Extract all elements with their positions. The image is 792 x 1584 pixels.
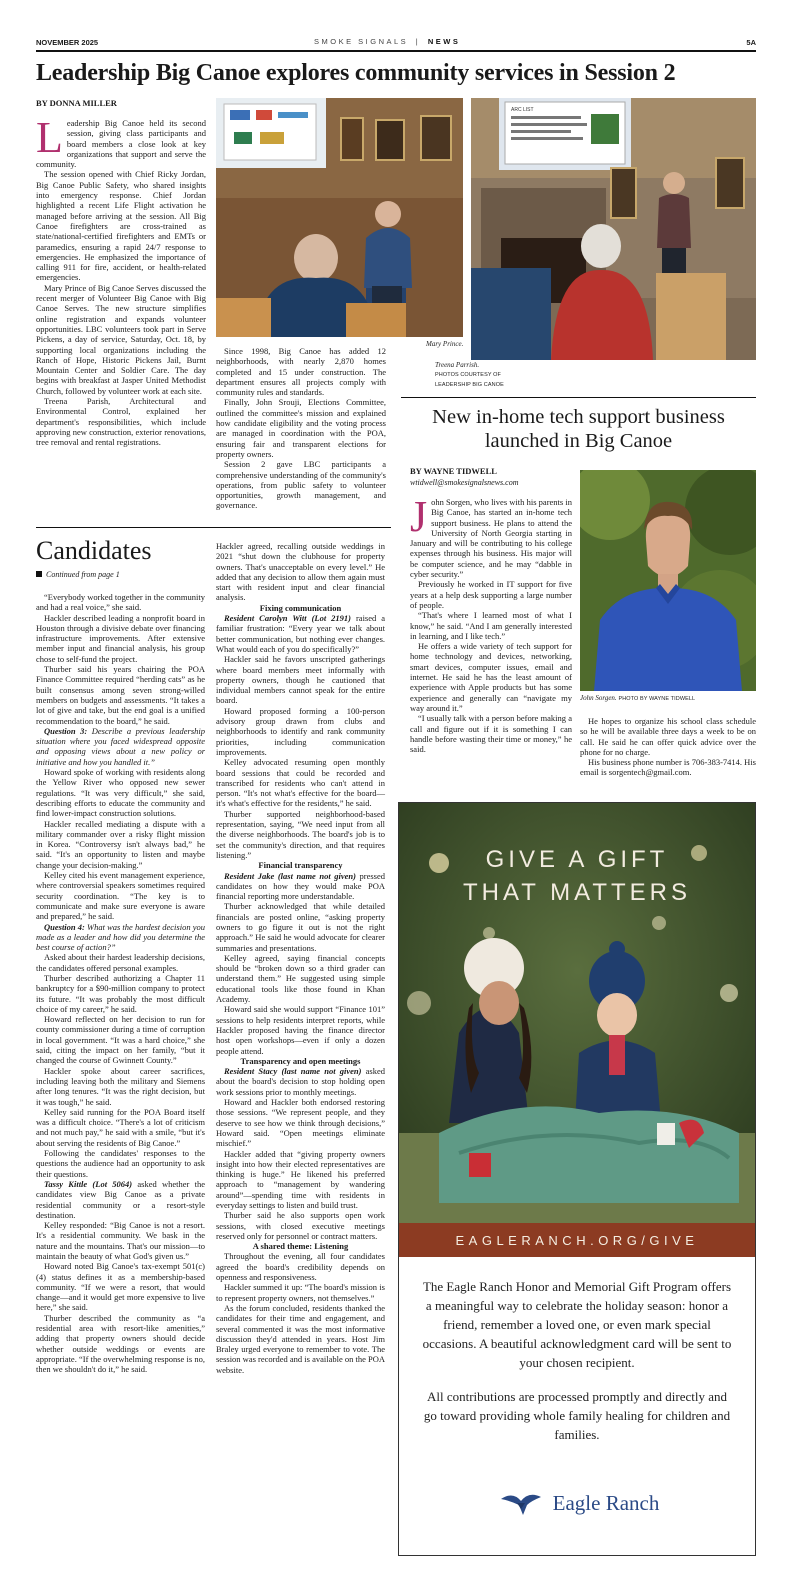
candidates-column-1 xyxy=(36,592,205,1375)
tech-headline-line2: launched in Big Canoe xyxy=(484,430,673,452)
slide-title: ARC LIST xyxy=(511,107,534,113)
candidates-paragraph: Kelley advocated resuming open monthly board sessions that could be recorded and transcribed for residents who can't attend in person. “It's not what's effective for the board—it's what's effective for the residents,” he said. xyxy=(216,757,385,809)
section-name: NEWS xyxy=(427,37,461,46)
subhead: Financial transparency xyxy=(258,860,343,871)
meeting-room-photo-2 xyxy=(471,98,756,360)
subhead: Fixing communication xyxy=(259,602,342,613)
question-text: Describe a previous leadership situation where you faced widespread opposite and opposing views about a new policy or initiative and how you handled it.” xyxy=(36,725,206,767)
eagle-logo-icon xyxy=(499,1489,543,1517)
candidates-paragraph: Howard and Hackler both endorsed restoring those sessions. “We represent people, and they deserve to see how we think through decisions,” Howard said. “Open meetings eliminate mischief.” xyxy=(216,1097,385,1149)
tech-paragraph: “That's where I learned most of what I know,” he said. “And I am generally interested in learning, and I like tech.” xyxy=(410,610,572,641)
question-label: Question 4: xyxy=(44,921,85,932)
candidates-column-2 xyxy=(216,541,385,1375)
resident-question-text: pressed candidates on how they would make POA financial reporting more understandable. xyxy=(216,870,385,902)
subhead: Transparency and open meetings xyxy=(240,1055,361,1066)
resident-question-paragraph xyxy=(36,1179,205,1220)
tech-top-rule xyxy=(401,397,756,398)
candidates-paragraph: Hackler agreed, recalling outside weddings in 2021 “shut down the clubhouse for property owners. That's unacceptable on every level.” He added that any decision to allow them again must start with resident input and clear financial analysis. xyxy=(216,541,385,603)
photo-john-sorgen xyxy=(580,470,756,691)
ad-headline xyxy=(399,843,755,909)
lead-byline: BY DONNA MILLER xyxy=(36,98,117,108)
tech-headline-line1: New in-home tech support business xyxy=(432,406,725,428)
candidates-paragraph: Thurber supported neighborhood-based representation, saying, “We need input from all the diverse neighborhoods. The board's job is to set the community's direction, and that requires listening.” xyxy=(216,808,385,860)
lead-column-2 xyxy=(216,346,386,511)
question-label: Question 3: xyxy=(44,725,88,736)
ad-headline-line2: THAT MATTERS xyxy=(463,879,691,906)
candidates-paragraph: Thurber described authorizing a Chapter 11 bankruptcy for a $90-million company to protect its future. “It was probably the most difficult choice of my career,” he said. xyxy=(36,972,205,1014)
publication-name: SMOKE SIGNALS xyxy=(314,37,409,46)
question-paragraph xyxy=(36,922,205,953)
resident-name: Resident Stacy (last name not given) xyxy=(224,1066,362,1077)
drop-cap: L xyxy=(36,113,63,162)
candidates-paragraph: Hackler spoke about career sacrifices, including leaving both the military and Siemens after long tenures. “It was the right decision, but it was tough,” he said. xyxy=(36,1065,205,1107)
candidates-paragraph: Hackler described leading a nonprofit board in Houston through a divisive debate over financing infrastructure improvements. After extensive member input and financial analysis, his group chose to self-fund the project. xyxy=(36,612,205,664)
candidates-paragraph: Hackler recalled mediating a dispute with a military commander over a risky flight mission in Korea. “Controversy isn't always bad,” he said. “It's an opportunity to listen and maybe change your decision-making.” xyxy=(36,818,205,870)
page-number: 5A xyxy=(746,38,756,47)
caption-mary-prince: Mary Prince. xyxy=(426,340,464,348)
candidates-headline: Candidates xyxy=(36,536,152,565)
lead-paragraph: The session opened with Chief Ricky Jordan, Big Canoe Public Safety, who shared insights into emergency response. Chief Jordan highlighted a recent Life Flight activation he managed before arriving at the session. All Big Canoe firefighters are cross-trained as state/national-certified firefighters and EMTs or paramedics, ensuring a rapid 24/7 response to emergencies. He emphasized the importance of calling 911 for fire, accident, or health-related emergencies. xyxy=(36,169,206,283)
lead-paragraph: Treena Parish, Architectural and Environmental Control, explained her department's responsibilities, which include approving new construction, exterior renovations, tree removal and rental registrations. xyxy=(36,396,206,448)
candidates-paragraph: Hackler summed it up: “The board's mission is to represent property owners, not themselves.” xyxy=(216,1282,385,1303)
photo-mary-prince xyxy=(216,98,463,337)
lead-paragraph: Finally, John Srouji, Elections Committee, outlined the committee's mission and explained how candidate eligibility and the voting process are managed in coordination with the POA, ensuring fair and transparent elections for property owners. xyxy=(216,397,386,459)
resident-question-text: raised a familiar frustration: “Every year we talk about better communication, but nothing ever changes. What would each of you do specifically?” xyxy=(216,613,385,654)
ad-url-link[interactable]: EAGLERANCH.ORG/GIVE xyxy=(455,1232,699,1248)
drop-cap: J xyxy=(410,492,428,541)
tech-paragraph: ohn Sorgen, who lives with his parents in Big Canoe, has started an in-home tech support business. He plans to attend the University of North Georgia starting in January and will be contributing to his college expenses through his business. His major will be computer science, and he may “dabble in cyber security.” xyxy=(410,497,572,580)
candidates-paragraph: Thurber acknowledged that while detailed financials are posted online, “asking property owners to go figure it out is not the right approach.” He said he would advocate for clearer summaries and presentations. xyxy=(216,901,385,953)
ad-paragraph-2: All contributions are processed promptly and directly and go toward providing whole family healing for children and families. xyxy=(423,1389,731,1442)
issue-date: NOVEMBER 2025 xyxy=(36,38,99,47)
photo-treena-parrish xyxy=(471,98,756,360)
candidates-paragraph: Asked about their hardest leadership decisions, the candidates offered personal examples. xyxy=(36,952,205,973)
caption-treena-parrish xyxy=(435,361,505,390)
lead-column-1 xyxy=(36,113,206,448)
candidates-paragraph: Howard noted Big Canoe's tax-exempt 501(c)(4) status defines it as a membership-based community. “If we were a resort, that would change—and it would get more expensive to live here,” she said. xyxy=(36,1261,205,1313)
lead-paragraph: Mary Prince of Big Canoe Serves discussed the recent merger of Volunteer Big Canoe with Big Canoe Serves. The new structure simplifies online registration and expands volunteer opportunities. LBC volunteers took part in Serve Pickens, a day of service, Saturday, Oct. 18, by supporting local organizations including the Ranch of Hope, Historic Pickens Jail, Burnt Mountain Center and Soldier Care. The day begins with breakfast at Jasper United Methodist Church, followed by volunteer work at each site. xyxy=(36,282,206,396)
lead-paragraph: eadership Big Canoe held its second session, giving class participants and board members a close look at key organizations that support and serve the community. xyxy=(36,118,206,170)
ad-headline-line1: GIVE A GIFT xyxy=(485,846,669,873)
candidates-paragraph: Kelley responded: “Big Canoe is not a resort. It's a residential community. We bask in the nature and the mountains. That's our mission—to maintain the beauty of what God's given us.” xyxy=(36,1220,205,1261)
candidates-paragraph: Hackler said he favors unscripted gatherings where board members meet informally with property owners, though he cautioned that individual members cannot speak for the entire board. xyxy=(216,654,385,706)
eagle-ranch-ad[interactable] xyxy=(398,802,756,1556)
photo-credit-line2: LEADERSHIP BIG CANOE xyxy=(435,382,504,388)
tech-byline: BY WAYNE TIDWELL xyxy=(410,466,497,476)
tech-paragraph: He hopes to organize his school class schedule so he will be available three days a week to be on call. He said he can offer quick advice over the phone for no charge. xyxy=(580,716,756,757)
portrait-photo xyxy=(580,470,756,691)
masthead xyxy=(314,37,460,46)
section-rule xyxy=(36,527,391,528)
photo-credit-line1: PHOTOS COURTESY OF xyxy=(435,372,501,378)
resident-name: Resident Jake (last name not given) xyxy=(224,870,356,881)
resident-question-text: asked whether the candidates view Big Canoe as a private residential community or a resort-style destination. xyxy=(36,1178,205,1220)
tech-column-2 xyxy=(580,716,756,778)
meeting-room-photo-1 xyxy=(216,98,463,337)
tech-paragraph: Previously he worked in IT support for five years at a help desk supporting a large number of people. xyxy=(410,579,572,610)
caption-john-sorgen xyxy=(580,694,695,702)
lead-paragraph: Session 2 gave LBC participants a comprehensive understanding of the community's operations, from public safety to volunteer opportunities, growth management, and governance. xyxy=(216,459,386,511)
question-text: What was the hardest decision you made as a leader and how did you determine the best course of action?” xyxy=(36,921,205,953)
resident-question-paragraph xyxy=(216,1066,385,1097)
candidates-paragraph: Thurber said he also supports open work sessions, with closed executive meetings reserved only for personnel or contract matters. xyxy=(216,1210,385,1241)
header-rule xyxy=(36,50,756,52)
resident-question-paragraph xyxy=(216,871,385,902)
candidates-paragraph: As the forum concluded, residents thanked the candidates for their time and engagement, and several commented it was the most informative discussion they'd attended in years. Host Jim Braley urged everyone to remember to vote. The session was recorded and is available on the POA website. xyxy=(216,1302,386,1375)
candidates-paragraph: Kelley said running for the POA Board itself was a difficult choice. “There's a lot of criticism and not much pay,” he said with a smile, “but it's about serving the residents of Big Canoe.” xyxy=(36,1106,205,1148)
section-divider: | xyxy=(415,37,421,46)
candidates-paragraph: Thurber described the community as “a residential area with resort-like amenities,” adding that property owners should decide whether outside weddings or events are appropriate. “If the overwhelming response is no, then we shouldn't do it,” he said. xyxy=(36,1312,205,1375)
candidates-paragraph: Throughout the evening, all four candidates agreed the board's credibility depends on openness and responsiveness. xyxy=(216,1251,385,1283)
ad-brand xyxy=(489,1483,669,1523)
subhead: A shared theme: Listening xyxy=(252,1241,349,1252)
tech-paragraph: He offers a wide variety of tech support for home technology and devices, networking, smart devices, computer issues, email and internet. He said he has the least amount of experience with Apple products but has some experience and generally can “navigate my way around it.” xyxy=(410,641,572,713)
tech-column-1 xyxy=(410,492,572,755)
continued-marker-icon xyxy=(36,571,42,577)
lead-headline: Leadership Big Canoe explores community services in Session 2 xyxy=(36,60,676,86)
page-header xyxy=(36,35,756,49)
candidates-paragraph: Thurber said his years chairing the POA Finance Committee required “herding cats” as he built consensus among seven strong-willed members on budgets and assessments. “It takes a lot of give and take, but the end goal is a unified recommendation to the board,” he said. xyxy=(36,664,205,726)
candidates-paragraph: Kelley cited his event management experience, where controversial speakers sometimes required security coordination. “The key is to communicate and make sure everyone is aware and prepared,” he said. xyxy=(36,870,205,922)
resident-question-text: asked about the board's decision to stop holding open work sessions prior to monthly meetings. xyxy=(216,1066,385,1097)
ad-url-band[interactable] xyxy=(399,1223,755,1257)
candidates-paragraph: Howard proposed forming a 100-person advisory group drawn from clubs and neighborhoods to identify and rank community priorities, including communication improvements. xyxy=(216,705,385,757)
lead-paragraph: Since 1998, Big Canoe has added 12 neighborhoods, with nearly 2,870 homes completed and 15 under construction. The department ensures all projects comply with community rules and standards. xyxy=(216,346,386,398)
continued-text: Continued from page 1 xyxy=(46,570,120,579)
tech-email[interactable]: wtidwell@smokesignalsnews.com xyxy=(410,478,519,487)
ad-brand-name: Eagle Ranch xyxy=(552,1490,660,1515)
resident-name: Resident Carolyn Witt (Lot 2191) xyxy=(224,613,352,624)
ad-paragraph-1: The Eagle Ranch Honor and Memorial Gift Program offers a meaningful way to celebrate the holiday season: honor a friend, remember a loved one, or even mark special occasions. A beautiful acknowledgment card will be sent to your chosen recipient. xyxy=(422,1279,732,1370)
tech-headline xyxy=(401,405,756,453)
candidates-paragraph: Hackler added that “giving property owners insight into how their elected representatives are thinking is huge.” He likened his preferred approach to “management by wandering around”—spending time with residents in everyday settings to listen and build trust. xyxy=(216,1148,385,1210)
caption-name: Treena Parrish. xyxy=(435,361,480,369)
question-paragraph xyxy=(36,726,205,767)
candidates-paragraph: Following the candidates' responses to the questions the audience had an opportunity to ask their questions. xyxy=(36,1148,205,1179)
tech-paragraph: His business phone number is 706-383-7414. His email is sorgentech@gmail.com. xyxy=(580,757,756,778)
candidates-paragraph: Howard said she would support “Finance 101” sessions to help residents interpret reports, while Hackler proposed having the finance director host open workshops—even if only a dozen people attend. xyxy=(216,1004,385,1056)
resident-name: Tassy Kittle (Lot 5064) xyxy=(44,1178,133,1189)
caption-name: John Sorgen. xyxy=(580,694,617,702)
resident-question-paragraph xyxy=(216,613,385,654)
photo-credit: PHOTO BY WAYNE TIDWELL xyxy=(618,696,696,702)
tech-paragraph: “I usually talk with a person before making a call and figure out if it is something I can handle before wasting their time or money,” he said. xyxy=(410,713,572,755)
candidates-paragraph: Howard spoke of working with residents along the Yellow River who opposed new sewer regulations. “It was very difficult,” she said, describing efforts to educate the community and find lower-impact construction solutions. xyxy=(36,767,205,819)
candidates-paragraph: Howard reflected on her decision to run for county commissioner during a time of corruption in local government. “It was a hard choice,” she said, citing the impact on her family, “but it changed the course of Gwinnett County.” xyxy=(36,1014,205,1066)
candidates-paragraph: “Everybody worked together in the community and had a real voice,” she said. xyxy=(36,592,205,613)
photo-credit xyxy=(435,370,505,390)
candidates-paragraph: Kelley agreed, saying financial concepts should be “broken down so a third grader can understand them.” He suggested using simple educational tools like those found in Khan Academy. xyxy=(216,952,385,1005)
continued-line xyxy=(36,570,120,579)
